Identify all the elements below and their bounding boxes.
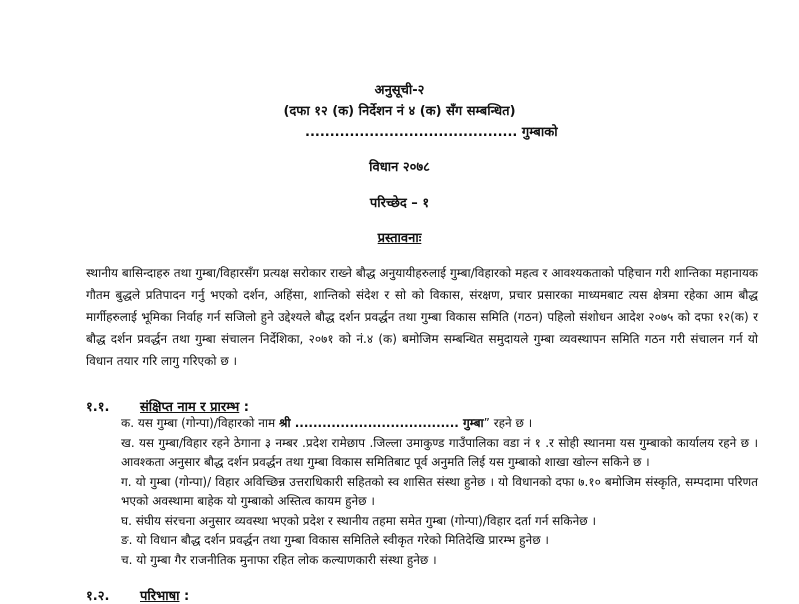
section-heading-1-2 [86,586,189,604]
list-item: च. यो गुम्बा गैर राजनीतिक मुनाफा रहित लोक कल्याणकारी संस्था हुनेछ । [121,552,437,567]
preamble-heading: प्रस्तावनाः [377,231,422,246]
preamble-paragraph: स्थानीय बासिन्दाहरु तथा गुम्बा/विहारसँग प्रत्यक्ष सरोकार राख्ने बौद्ध अनुयायीहरुलाई गुम्बा/विहारको महत्व र आवश्यकताको पहिचान गरी शान्तिका महानायक गौतम बुद्धले प्रतिपादन गर्नु भएको दर्शन, अहिंसा, शान्तिको संदेश र सो को विकास, संरक्षण, प्रचार प्रसारका माध्यमबाट त्यस क्षेत्रमा रहेका आम बौद्ध मार्गीहरुलाई भूमिका निर्वाह गर्न सजिलो हुने उद्देश्यले बौद्ध दर्शन प्रवर्द्धन तथा गुम्बा विकास समिति (गठन) पहिलो संशोधन आदेश २०७५ को दफा १२(क) र बौद्ध दर्शन प्रवर्द्धन तथा गुम्बा संचालन निर्देशिका, २०७१ को नं.४ (क) बमोजिम सम्बन्धित समुदायले गुम्बा व्यवस्थापन समिति गठन गरी संचालन गर्न यो विधान तयार गरि लागु गरिएको छ । [86,266,758,368]
list-item: ङ. यो विधान बौद्ध दर्शन प्रवर्द्धन तथा गुम्बा विकास समितिले स्वीकृत गरेको मितिदेखि प्रारम्भ हुनेछ । [121,533,549,547]
list-item: घ. संघीय संरचना अनुसार व्यवस्था भएको प्रदेश र स्थानीय तहमा समेत गुम्बा (गोन्पा)/विहार दर्ता गर्न सकिनेछ । [121,513,597,528]
section-title: परिभाषा [140,589,180,604]
section-number: १.२. [86,589,110,604]
chapter-heading: परिच्छेद – १ [369,196,430,211]
section-number: १.१. [86,400,110,415]
law-title: विधान २०७८ [369,160,430,175]
gumba-name-line: ........................................... गुम्बाको [305,125,558,140]
list-item [121,414,758,434]
gumba-name-placeholder: श्री .................................... गुम्बा [278,416,484,430]
section-colon: : [179,589,190,604]
reference-line: (दफा १२ (क) निर्देशन नं ४ (क) सँग सम्बन्धित) [283,104,516,119]
section-colon: : [239,400,249,415]
schedule-heading: अनुसूची-२ [374,83,425,98]
section-title: संक्षिप्त नाम र प्रारम्भ [140,400,240,415]
list-item: ख. यस गुम्बा/विहार रहने ठेगाना ३ नम्बर .प्रदेश रामेछाप .जिल्ला उमाकुण्ड गाउँपालिका वडा नं १ .र सोही स्थानमा यस गुम्बाको कार्यालय रहने छ । आवश्कता अनुसार बौद्ध दर्शन प्रवर्द्धन तथा गुम्बा विकास समितिबाट पूर्व अनुमति लिई यस गुम्बाको शाखा खोल्न सकिने छ । [121,435,758,469]
item-suffix: ” रहने छ । [483,416,533,430]
list-item: ग. यो गुम्बा (गोन्पा)/ विहार अविच्छिन्न उत्तराधिकारी सहितको स्व शासित संस्था हुनेछ । यो विधानको दफा ७.१० बमोजिम संस्कृति, सम्पदामा परिणत भएको अवस्थामा बाहेक यो गुम्बाको अस्तित्व कायम हुनेछ । [121,474,758,508]
section-1-1-items [121,414,758,570]
section-heading-1-1 [86,397,249,415]
item-prefix: क. यस गुम्बा (गोन्पा)/विहारको नाम [121,416,279,430]
